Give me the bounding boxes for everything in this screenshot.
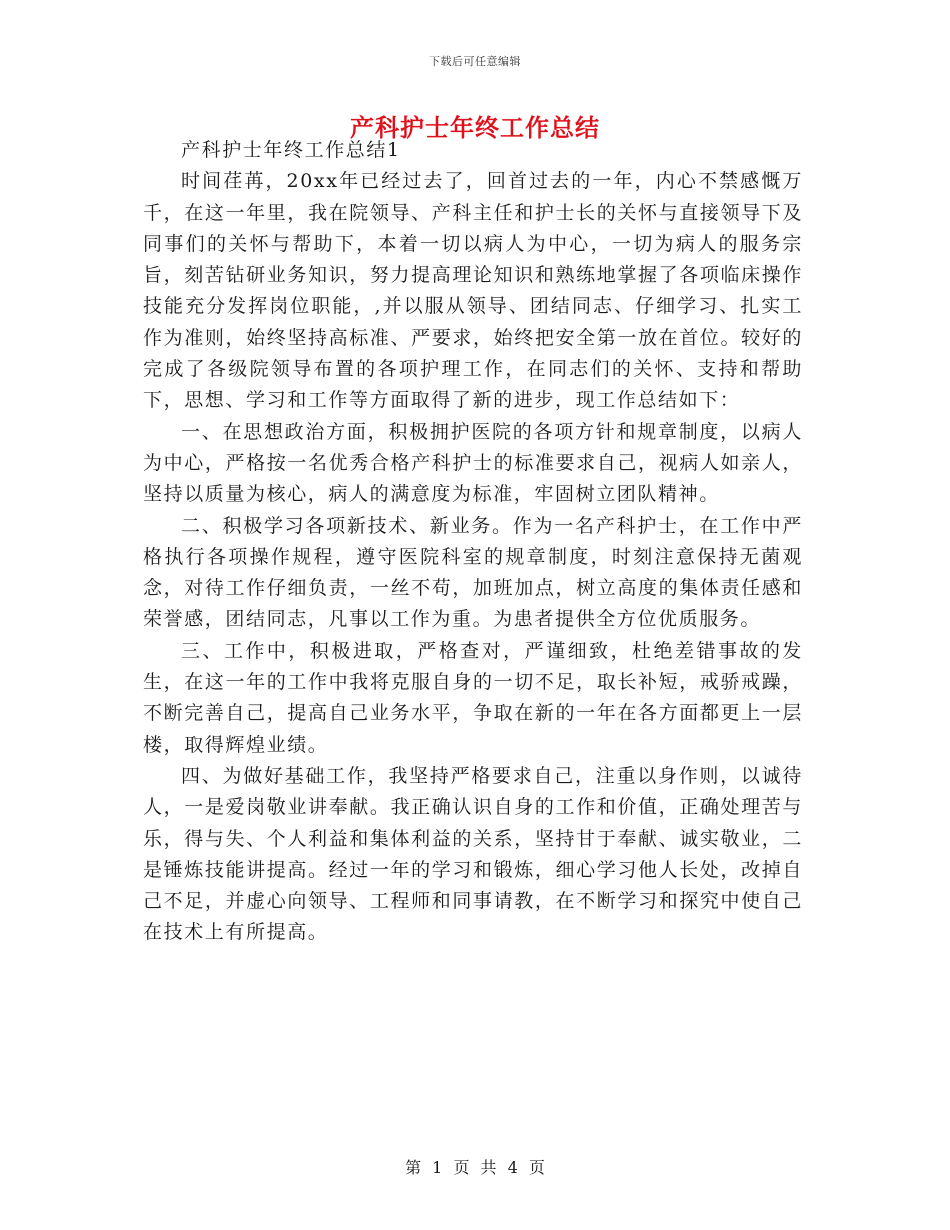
paragraph-section-4: 四、为做好基础工作，我坚持严格要求自己，注重以身作则，以诚待人，一是爱岗敬业讲奉献。我正确认识自身的工作和价值，正确处理苦与乐，得与失、个人利益和集体利益的关系，坚持甘于奉献、诚实敬业，二是锤炼技能讲提高。经过一年的学习和锻炼，细心学习他人长处，改掉自己不足，并虚心向领导、工程师和同事请教，在不断学习和探究中使自己在技术上有所提高。 (143, 764, 803, 944)
paragraph-section-2: 二、积极学习各项新技术、新业务。作为一名产科护士，在工作中严格执行各项操作规程，遵守医院科室的规章制度，时刻注意保持无菌观念，对待工作仔细负责，一丝不苟，加班加点，树立高度的集体责任感和荣誉感，团结同志，凡事以工作为重。为患者提供全方位优质服务。 (143, 514, 803, 631)
document-subtitle: 产科护士年终工作总结1 (181, 139, 401, 161)
paragraph-section-3: 三、工作中，积极进取，严格查对，严谨细致，杜绝差错事故的发生，在这一年的工作中我将克服自身的一切不足，取长补短，戒骄戒躁，不断完善自己，提高自己业务水平，争取在新的一年在各方面都更上一层楼，取得辉煌业绩。 (143, 639, 803, 756)
page-number-footer: 第 1 页 共 4 页 (405, 1158, 545, 1177)
paragraph-section-1: 一、在思想政治方面，积极拥护医院的各项方针和规章制度，以病人为中心，严格按一名优秀合格产科护士的标准要求自己，视病人如亲人，坚持以质量为核心，病人的满意度为标准，牢固树立团队精神。 (143, 420, 803, 506)
document-title: 产科护士年终工作总结 (350, 113, 600, 142)
page-header-note: 下载后可任意编辑 (429, 55, 521, 68)
document-body (143, 135, 803, 949)
paragraph-intro: 时间荏苒，20xx年已经过去了，回首过去的一年，内心不禁感慨万千，在这一年里，我在院领导、产科主任和护士长的关怀与直接领导下及同事们的关怀与帮助下，本着一切以病人为中心，一切为病人的服务宗旨，刻苦钻研业务知识，努力提高理论知识和熟练地掌握了各项临床操作技能充分发挥岗位职能，,并以服从领导、团结同志、仔细学习、扎实工作为准则，始终坚持高标准、严要求，始终把安全第一放在首位。较好的完成了各级院领导布置的各项护理工作，在同志们的关怀、支持和帮助下，思想、学习和工作等方面取得了新的进步，现工作总结如下： (143, 170, 803, 412)
